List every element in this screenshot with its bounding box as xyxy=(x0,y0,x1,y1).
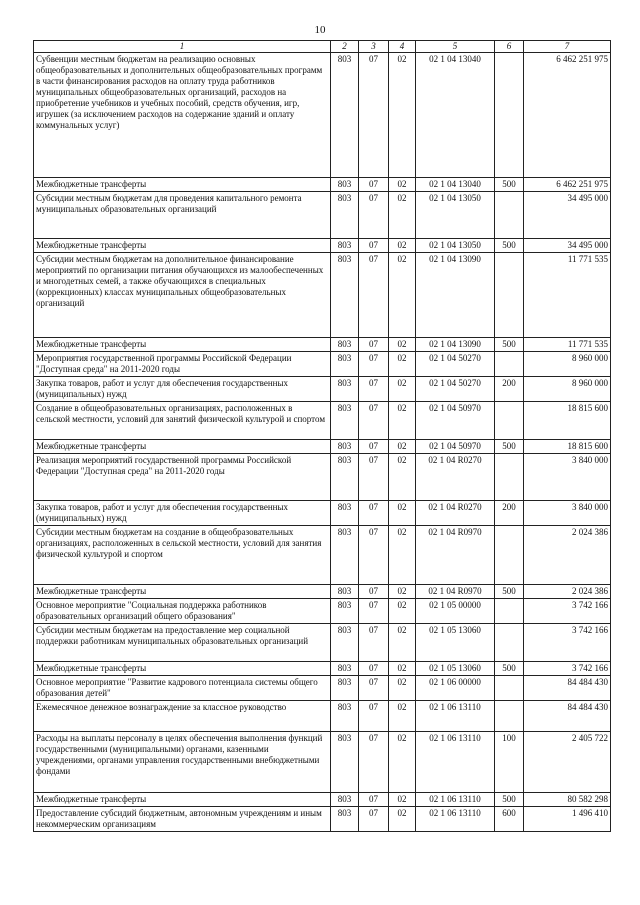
row-code: 02 1 04 13040 xyxy=(416,53,495,178)
table-row xyxy=(34,793,611,807)
row-code: 02 1 04 13050 xyxy=(416,192,495,239)
row-type xyxy=(495,599,524,624)
row-col-2: 803 xyxy=(331,454,359,501)
row-name: Субвенции местным бюджетам на реализацию основных общеобразовательных и дополнительных общеобразовательных программ в части финансирования расходов на оплату труда работников муниципальных общеобразовательных организаций, расходов на приобретение учебников и учебных пособий, средств обучения, игр, игрушек (за исключением расходов на содержание зданий и оплату коммунальных услуг) xyxy=(34,53,331,178)
row-name: Межбюджетные трансферты xyxy=(34,793,331,807)
row-type xyxy=(495,53,524,178)
row-col-4: 02 xyxy=(389,402,416,440)
row-code: 02 1 05 13060 xyxy=(416,624,495,662)
row-col-4: 02 xyxy=(389,676,416,701)
row-type: 600 xyxy=(495,807,524,832)
row-col-3: 07 xyxy=(359,501,389,526)
row-amount: 3 742 166 xyxy=(524,599,611,624)
row-col-2: 803 xyxy=(331,585,359,599)
row-col-2: 803 xyxy=(331,178,359,192)
row-type: 500 xyxy=(495,178,524,192)
row-col-2: 803 xyxy=(331,701,359,732)
row-name: Создание в общеобразовательных организациях, расположенных в сельской местности, условий для занятий физической культурой и спортом xyxy=(34,402,331,440)
row-col-4: 02 xyxy=(389,440,416,454)
row-type xyxy=(495,676,524,701)
table-row xyxy=(34,253,611,338)
table-row xyxy=(34,178,611,192)
row-amount: 8 960 000 xyxy=(524,377,611,402)
row-amount: 2 024 386 xyxy=(524,585,611,599)
row-code: 02 1 06 13110 xyxy=(416,701,495,732)
header-col-6: 6 xyxy=(495,41,524,53)
row-name: Закупка товаров, работ и услуг для обеспечения государственных (муниципальных) нужд xyxy=(34,377,331,402)
row-col-4: 02 xyxy=(389,239,416,253)
row-col-2: 803 xyxy=(331,624,359,662)
row-type: 500 xyxy=(495,338,524,352)
row-code: 02 1 04 R0270 xyxy=(416,501,495,526)
table-row xyxy=(34,526,611,585)
row-amount: 84 484 430 xyxy=(524,701,611,732)
row-type xyxy=(495,402,524,440)
row-type: 500 xyxy=(495,440,524,454)
table-row xyxy=(34,352,611,377)
row-name: Основное мероприятие "Развитие кадрового потенциала системы общего образования детей" xyxy=(34,676,331,701)
row-col-2: 803 xyxy=(331,253,359,338)
table-row xyxy=(34,440,611,454)
row-type xyxy=(495,624,524,662)
row-col-3: 07 xyxy=(359,793,389,807)
row-code: 02 1 04 50970 xyxy=(416,440,495,454)
row-amount: 80 582 298 xyxy=(524,793,611,807)
row-col-4: 02 xyxy=(389,454,416,501)
row-col-4: 02 xyxy=(389,501,416,526)
row-col-4: 02 xyxy=(389,338,416,352)
row-col-4: 02 xyxy=(389,732,416,793)
row-type: 200 xyxy=(495,377,524,402)
row-code: 02 1 04 50970 xyxy=(416,402,495,440)
row-amount: 6 462 251 975 xyxy=(524,178,611,192)
row-col-3: 07 xyxy=(359,402,389,440)
row-amount: 3 840 000 xyxy=(524,501,611,526)
header-col-1: 1 xyxy=(34,41,331,53)
row-name: Основное мероприятие "Социальная поддержка работников образовательных организаций общего образования" xyxy=(34,599,331,624)
row-col-2: 803 xyxy=(331,402,359,440)
row-name: Расходы на выплаты персоналу в целях обеспечения выполнения функций государственными (муниципальными) органами, казенными учреждениями, органами управления государственными внебюджетными фондами xyxy=(34,732,331,793)
row-col-2: 803 xyxy=(331,53,359,178)
row-col-2: 803 xyxy=(331,793,359,807)
row-col-4: 02 xyxy=(389,253,416,338)
row-col-3: 07 xyxy=(359,732,389,793)
row-amount: 6 462 251 975 xyxy=(524,53,611,178)
row-amount: 3 742 166 xyxy=(524,624,611,662)
row-col-2: 803 xyxy=(331,338,359,352)
row-amount: 2 024 386 xyxy=(524,526,611,585)
row-amount: 2 405 722 xyxy=(524,732,611,793)
table-row xyxy=(34,585,611,599)
table-row xyxy=(34,662,611,676)
row-amount: 34 495 000 xyxy=(524,239,611,253)
row-col-4: 02 xyxy=(389,662,416,676)
row-col-4: 02 xyxy=(389,178,416,192)
row-type: 200 xyxy=(495,501,524,526)
row-name: Межбюджетные трансферты xyxy=(34,440,331,454)
table-row xyxy=(34,732,611,793)
header-col-7: 7 xyxy=(524,41,611,53)
row-type xyxy=(495,526,524,585)
row-code: 02 1 04 R0270 xyxy=(416,454,495,501)
row-col-4: 02 xyxy=(389,526,416,585)
table-row xyxy=(34,807,611,832)
row-col-3: 07 xyxy=(359,662,389,676)
row-col-2: 803 xyxy=(331,192,359,239)
table-row xyxy=(34,402,611,440)
row-col-3: 07 xyxy=(359,352,389,377)
table-row xyxy=(34,501,611,526)
row-col-4: 02 xyxy=(389,377,416,402)
row-col-4: 02 xyxy=(389,599,416,624)
row-col-3: 07 xyxy=(359,440,389,454)
header-col-5: 5 xyxy=(416,41,495,53)
row-col-2: 803 xyxy=(331,732,359,793)
row-type xyxy=(495,352,524,377)
row-amount: 34 495 000 xyxy=(524,192,611,239)
row-col-4: 02 xyxy=(389,352,416,377)
row-code: 02 1 06 13110 xyxy=(416,732,495,793)
row-name: Реализация мероприятий государственной программы Российской Федерации "Доступная среда" на 2011-2020 годы xyxy=(34,454,331,501)
row-name: Закупка товаров, работ и услуг для обеспечения государственных (муниципальных) нужд xyxy=(34,501,331,526)
row-code: 02 1 04 13090 xyxy=(416,253,495,338)
header-col-3: 3 xyxy=(359,41,389,53)
row-code: 02 1 04 13090 xyxy=(416,338,495,352)
row-amount: 11 771 535 xyxy=(524,338,611,352)
table-row xyxy=(34,624,611,662)
page-number: 10 xyxy=(314,24,326,36)
table-row xyxy=(34,239,611,253)
row-amount: 3 742 166 xyxy=(524,662,611,676)
row-col-3: 07 xyxy=(359,192,389,239)
row-col-4: 02 xyxy=(389,701,416,732)
table-body xyxy=(34,53,611,832)
row-amount: 8 960 000 xyxy=(524,352,611,377)
row-amount: 3 840 000 xyxy=(524,454,611,501)
table-row xyxy=(34,338,611,352)
row-col-3: 07 xyxy=(359,585,389,599)
row-amount: 84 484 430 xyxy=(524,676,611,701)
row-name: Межбюджетные трансферты xyxy=(34,178,331,192)
row-amount: 18 815 600 xyxy=(524,440,611,454)
row-name: Межбюджетные трансферты xyxy=(34,338,331,352)
row-type xyxy=(495,454,524,501)
row-name: Субсидии местным бюджетам для проведения капитального ремонта муниципальных образовательных организаций xyxy=(34,192,331,239)
row-code: 02 1 04 50270 xyxy=(416,377,495,402)
row-amount: 1 496 410 xyxy=(524,807,611,832)
row-col-2: 803 xyxy=(331,662,359,676)
row-code: 02 1 05 00000 xyxy=(416,599,495,624)
row-code: 02 1 06 00000 xyxy=(416,676,495,701)
row-col-4: 02 xyxy=(389,624,416,662)
row-code: 02 1 04 50270 xyxy=(416,352,495,377)
row-amount: 11 771 535 xyxy=(524,253,611,338)
row-col-3: 07 xyxy=(359,377,389,402)
table-row xyxy=(34,53,611,178)
table-row xyxy=(34,599,611,624)
row-name: Субсидии местным бюджетам на дополнительное финансирование мероприятий по организации питания обучающихся из малообеспеченных и многодетных семей, а также обучающихся в специальных (коррекционных) классах муниципальных общеобразовательных организаций xyxy=(34,253,331,338)
row-col-4: 02 xyxy=(389,53,416,178)
table-row xyxy=(34,192,611,239)
row-col-3: 07 xyxy=(359,599,389,624)
row-col-2: 803 xyxy=(331,676,359,701)
row-name: Предоставление субсидий бюджетным, автономным учреждениям и иным некоммерческим организациям xyxy=(34,807,331,832)
row-col-3: 07 xyxy=(359,624,389,662)
row-name: Субсидии местным бюджетам на создание в общеобразовательных организациях, расположенных в сельской местности, условий для занятия физической культурой и спортом xyxy=(34,526,331,585)
row-col-4: 02 xyxy=(389,793,416,807)
row-code: 02 1 04 R0970 xyxy=(416,526,495,585)
row-code: 02 1 06 13110 xyxy=(416,793,495,807)
row-name: Ежемесячное денежное вознаграждение за классное руководство xyxy=(34,701,331,732)
row-col-2: 803 xyxy=(331,440,359,454)
row-col-2: 803 xyxy=(331,377,359,402)
row-col-3: 07 xyxy=(359,676,389,701)
row-code: 02 1 05 13060 xyxy=(416,662,495,676)
row-type: 500 xyxy=(495,793,524,807)
row-type: 500 xyxy=(495,662,524,676)
table-row xyxy=(34,377,611,402)
row-col-3: 07 xyxy=(359,526,389,585)
row-name: Межбюджетные трансферты xyxy=(34,662,331,676)
row-col-2: 803 xyxy=(331,526,359,585)
row-type xyxy=(495,253,524,338)
row-col-3: 07 xyxy=(359,239,389,253)
row-col-3: 07 xyxy=(359,454,389,501)
row-name: Межбюджетные трансферты xyxy=(34,585,331,599)
row-col-2: 803 xyxy=(331,352,359,377)
table-row xyxy=(34,676,611,701)
row-col-4: 02 xyxy=(389,807,416,832)
budget-table xyxy=(33,40,611,832)
row-name: Межбюджетные трансферты xyxy=(34,239,331,253)
row-col-2: 803 xyxy=(331,599,359,624)
row-code: 02 1 04 13050 xyxy=(416,239,495,253)
row-code: 02 1 06 13110 xyxy=(416,807,495,832)
row-col-3: 07 xyxy=(359,338,389,352)
row-type xyxy=(495,701,524,732)
row-code: 02 1 04 R0970 xyxy=(416,585,495,599)
row-col-3: 07 xyxy=(359,701,389,732)
row-col-2: 803 xyxy=(331,239,359,253)
row-col-3: 07 xyxy=(359,807,389,832)
row-type: 500 xyxy=(495,585,524,599)
row-col-2: 803 xyxy=(331,501,359,526)
row-col-3: 07 xyxy=(359,53,389,178)
row-name: Субсидии местным бюджетам на предоставление мер социальной поддержки работникам муниципальных образовательных организаций xyxy=(34,624,331,662)
row-code: 02 1 04 13040 xyxy=(416,178,495,192)
row-name: Мероприятия государственной программы Российской Федерации "Доступная среда" на 2011-2020 годы xyxy=(34,352,331,377)
table-header-row xyxy=(34,41,611,53)
table-row xyxy=(34,701,611,732)
header-col-2: 2 xyxy=(331,41,359,53)
row-col-4: 02 xyxy=(389,192,416,239)
row-type: 500 xyxy=(495,239,524,253)
row-amount: 18 815 600 xyxy=(524,402,611,440)
header-col-4: 4 xyxy=(389,41,416,53)
row-col-4: 02 xyxy=(389,585,416,599)
row-type xyxy=(495,192,524,239)
row-col-2: 803 xyxy=(331,807,359,832)
row-col-3: 07 xyxy=(359,178,389,192)
row-col-3: 07 xyxy=(359,253,389,338)
table-row xyxy=(34,454,611,501)
row-type: 100 xyxy=(495,732,524,793)
